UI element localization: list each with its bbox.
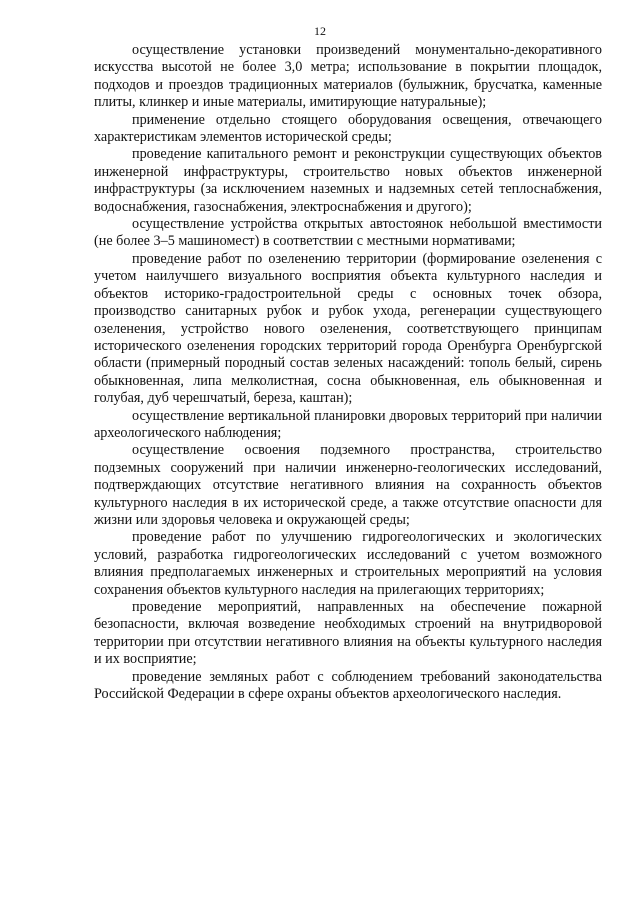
paragraph: осуществление устройства открытых автостоянок небольшой вместимости (не более 3–5 машиномест) в соответствии с местными нормативами; <box>94 216 602 250</box>
paragraph: осуществление освоения подземного пространства, строительство подземных сооружений при наличии инженерно-геологических исследований, подтверждающих отсутствие негативного влияния на сохранность объектов культурного наследия в их исторической среде, а также отсутствие опасности для жизни или здоровья человека и окружающей среды; <box>94 442 602 528</box>
paragraph: осуществление установки произведений монументально-декоративного искусства высотой не более 3,0 метра; использование в покрытии площадок, подходов и проездов традиционных материалов (булыжник, брусчатка, каменные плиты, клинкер и иные материалы, имитирующие натуральные); <box>94 42 602 111</box>
paragraph: осуществление вертикальной планировки дворовых территорий при наличии археологического наблюдения; <box>94 407 602 441</box>
paragraph: применение отдельно стоящего оборудования освещения, отвечающего характеристикам элементов исторической среды; <box>94 111 602 146</box>
document-body <box>94 42 602 703</box>
page-number: 12 <box>314 24 326 38</box>
paragraph: проведение работ по озеленению территории (формирование озеленения с учетом наилучшего визуального восприятия объекта культурного наследия и объектов историко-градостроительной среды с основных точек обзора, производство санитарных рубок и рубок ухода, регенерации существующего озеленения, устройство нового озеленения, соответствующего принципам исторического озеленения городских территорий города Оренбурга Оренбургской области (примерный породный состав зеленых насаждений: тополь белый, сирень обыкновенная, липа мелколистная, сосна обыкновенная, ель обыкновенная и голубая, дуб черешчатый, береза, каштан); <box>94 250 602 407</box>
paragraph: проведение работ по улучшению гидрогеологических и экологических условий, разработка гидрогеологических исследований с учетом возможного влияния предполагаемых инженерных и строительных мероприятий на условия сохранения объектов культурного наследия на прилегающих территориях; <box>94 529 602 598</box>
paragraph: проведение капитального ремонт и реконструкции существующих объектов инженерной инфраструктуры, строительство новых объектов инженерной инфраструктуры (за исключением наземных и надземных сетей теплоснабжения, водоснабжения, газоснабжения, электроснабжения и другого); <box>94 146 602 215</box>
paragraph: проведение мероприятий, направленных на обеспечение пожарной безопасности, включая возведение необходимых строений на внутридворовой территории при отсутствии негативного влияния на объекты культурного наследия и их восприятие; <box>94 599 602 668</box>
paragraph: проведение земляных работ с соблюдением требований законодательства Российской Федерации в сфере охраны объектов археологического наследия. <box>94 668 602 703</box>
